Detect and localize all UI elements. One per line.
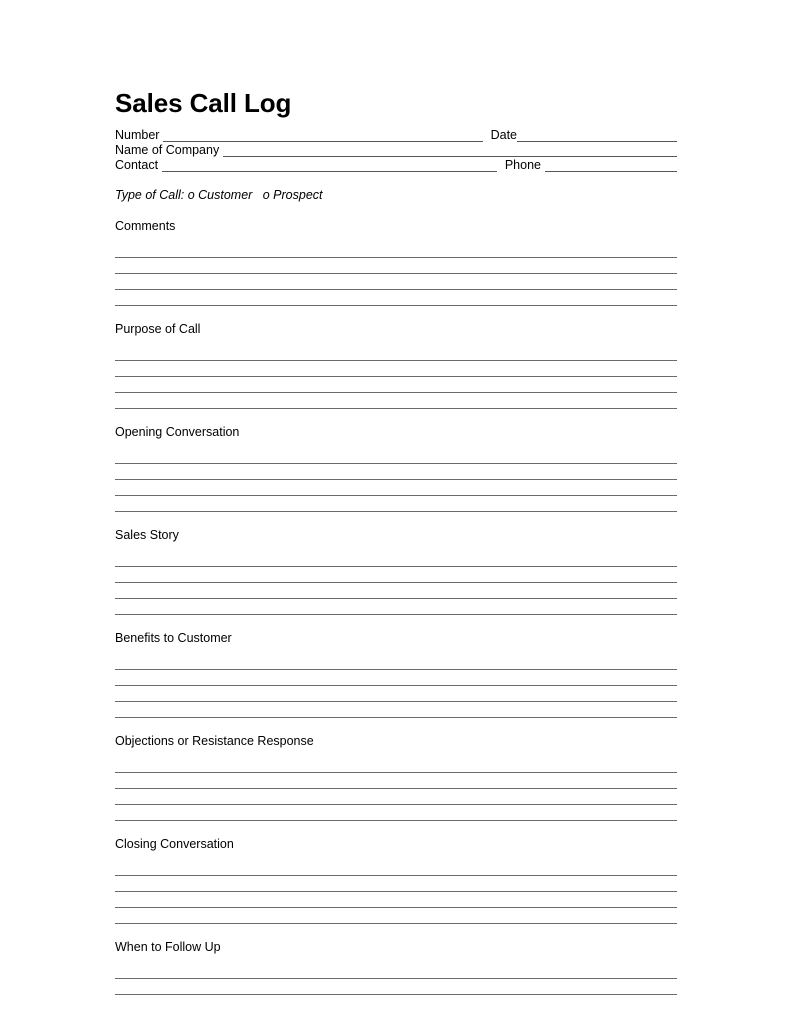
form-section — [115, 219, 677, 306]
section-heading: Objections or Resistance Response — [115, 734, 314, 748]
ruled-line[interactable] — [115, 274, 677, 290]
ruled-line[interactable] — [115, 496, 677, 512]
ruled-line[interactable] — [115, 290, 677, 306]
ruled-line[interactable] — [115, 686, 677, 702]
ruled-line[interactable] — [115, 583, 677, 599]
section-heading: Purpose of Call — [115, 322, 201, 336]
ruled-line[interactable] — [115, 243, 677, 258]
ruled-line[interactable] — [115, 361, 677, 377]
form-content — [115, 88, 677, 995]
section-write-area[interactable] — [115, 655, 677, 718]
ruled-line[interactable] — [115, 979, 677, 995]
number-field-input[interactable] — [163, 129, 482, 142]
section-write-area[interactable] — [115, 552, 677, 615]
form-section — [115, 322, 677, 409]
field-row-number-date — [115, 127, 677, 142]
ruled-line[interactable] — [115, 773, 677, 789]
section-heading: Comments — [115, 219, 176, 233]
company-field-input[interactable] — [223, 144, 677, 157]
page-title: Sales Call Log — [115, 88, 292, 118]
ruled-line[interactable] — [115, 789, 677, 805]
section-write-area[interactable] — [115, 243, 677, 306]
section-write-area[interactable] — [115, 346, 677, 409]
section-heading: Sales Story — [115, 528, 179, 542]
date-field-input[interactable] — [517, 129, 677, 142]
ruled-line[interactable] — [115, 876, 677, 892]
ruled-line[interactable] — [115, 449, 677, 464]
ruled-line[interactable] — [115, 552, 677, 567]
ruled-line[interactable] — [115, 964, 677, 979]
section-heading: Closing Conversation — [115, 837, 234, 851]
ruled-line[interactable] — [115, 861, 677, 876]
ruled-line[interactable] — [115, 480, 677, 496]
field-row-contact-phone — [115, 157, 677, 172]
section-write-area[interactable] — [115, 758, 677, 821]
ruled-line[interactable] — [115, 758, 677, 773]
ruled-line[interactable] — [115, 655, 677, 670]
section-write-area[interactable] — [115, 449, 677, 512]
section-heading: When to Follow Up — [115, 940, 221, 954]
form-section — [115, 425, 677, 512]
ruled-line[interactable] — [115, 567, 677, 583]
form-section — [115, 837, 677, 924]
ruled-line[interactable] — [115, 258, 677, 274]
ruled-line[interactable] — [115, 805, 677, 821]
form-section — [115, 734, 677, 821]
type-of-call-line: Type of Call: o Customer o Prospect — [115, 188, 323, 202]
number-field-label: Number — [115, 128, 160, 142]
company-field-label: Name of Company — [115, 143, 220, 157]
ruled-line[interactable] — [115, 892, 677, 908]
ruled-line[interactable] — [115, 908, 677, 924]
ruled-line[interactable] — [115, 702, 677, 718]
ruled-line[interactable] — [115, 599, 677, 615]
form-section — [115, 631, 677, 718]
header-fields — [115, 127, 677, 172]
contact-field-input[interactable] — [162, 159, 497, 172]
section-write-area[interactable] — [115, 861, 677, 924]
ruled-line[interactable] — [115, 393, 677, 409]
field-row-company — [115, 142, 677, 157]
ruled-line[interactable] — [115, 346, 677, 361]
form-section — [115, 528, 677, 615]
date-field-label: Date — [490, 128, 517, 142]
section-heading: Opening Conversation — [115, 425, 240, 439]
form-sections — [115, 219, 677, 995]
ruled-line[interactable] — [115, 464, 677, 480]
contact-field-label: Contact — [115, 158, 159, 172]
section-heading: Benefits to Customer — [115, 631, 232, 645]
form-section — [115, 940, 677, 995]
phone-field-label: Phone — [504, 158, 541, 172]
ruled-line[interactable] — [115, 377, 677, 393]
section-write-area[interactable] — [115, 964, 677, 995]
ruled-line[interactable] — [115, 670, 677, 686]
phone-field-input[interactable] — [545, 159, 677, 172]
